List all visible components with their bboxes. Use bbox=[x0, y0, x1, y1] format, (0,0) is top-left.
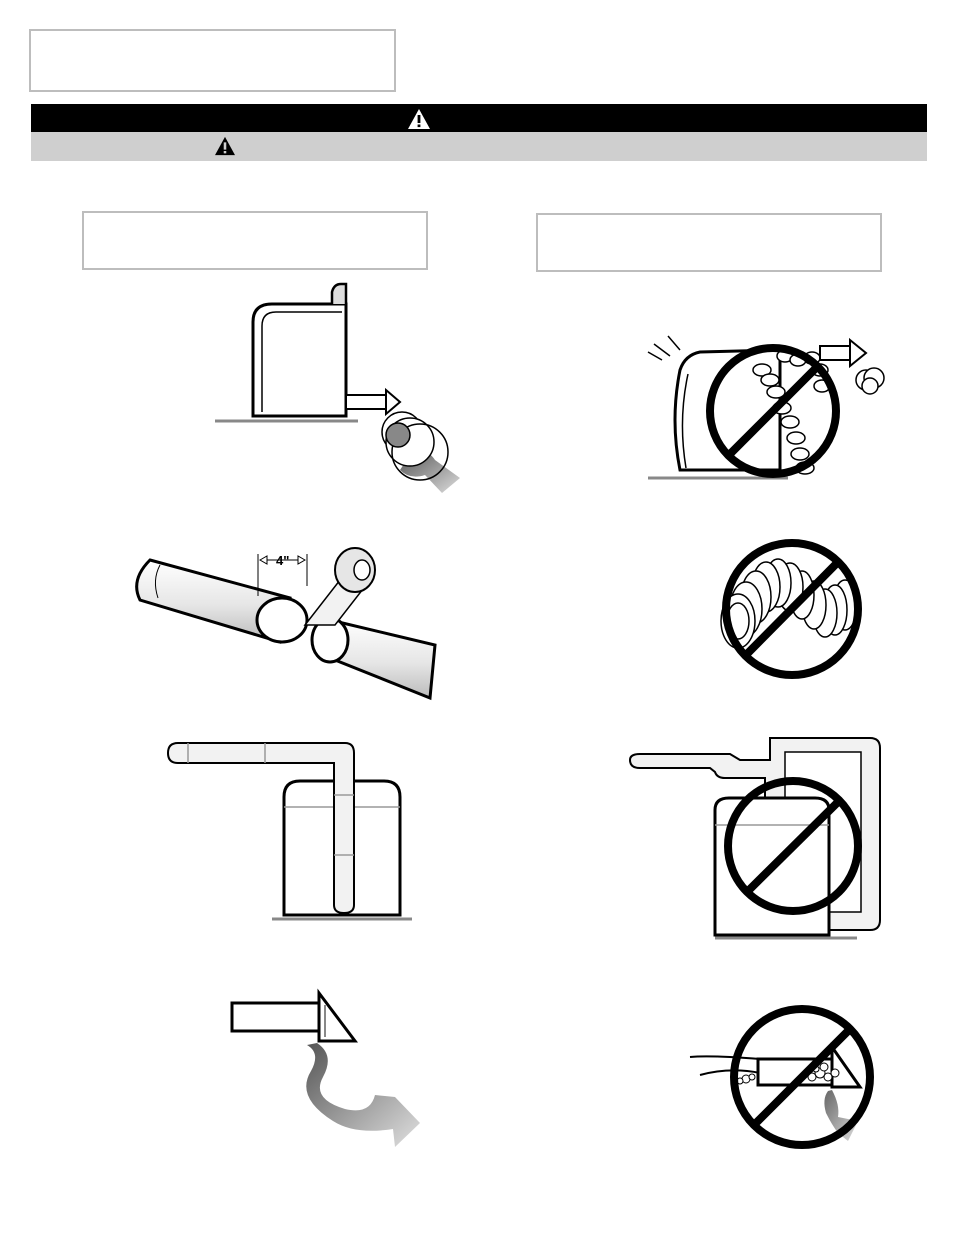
warning-triangle-icon bbox=[407, 108, 431, 130]
dryer-overhead-duct-illustration bbox=[160, 735, 420, 930]
rigid-duct-clearance-illustration bbox=[130, 540, 450, 710]
right-column-heading-box bbox=[536, 213, 882, 272]
exhaust-hood-good-airflow-illustration bbox=[225, 985, 425, 1155]
dryer-long-route-prohibited-illustration bbox=[625, 730, 885, 945]
left-column-heading-box bbox=[82, 211, 428, 270]
flexible-foil-duct-prohibited-illustration bbox=[710, 535, 870, 685]
title-box bbox=[29, 29, 396, 92]
clearance-label: 4" bbox=[276, 553, 290, 568]
dryer-short-exhaust-illustration bbox=[210, 280, 470, 500]
warning-banner-black bbox=[31, 104, 927, 132]
clogged-exhaust-hood-prohibited-illustration bbox=[690, 995, 880, 1155]
crushed-duct-prohibited-illustration bbox=[640, 330, 900, 485]
warning-banner-gray bbox=[31, 132, 927, 161]
warning-triangle-icon bbox=[214, 136, 236, 156]
